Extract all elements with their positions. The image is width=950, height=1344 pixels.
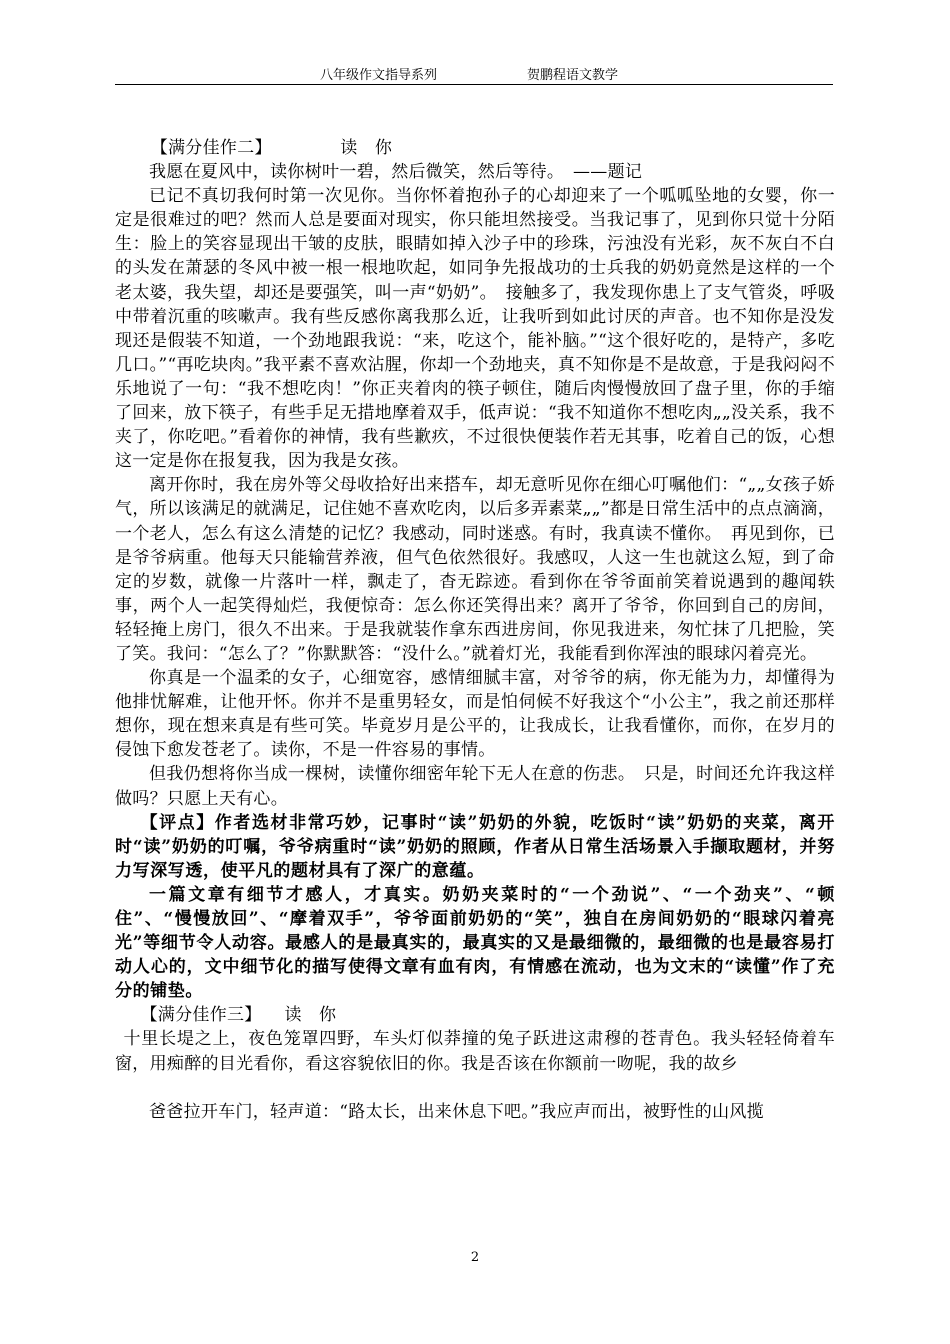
page-header [115,62,833,85]
essay3-title: 读 你 [284,1005,337,1026]
header-teacher: 贺鹏程语文教学 [527,68,619,83]
review-paragraph-2: 一篇文章有细节才感人，才真实。奶奶夹菜时的“一个劲说”、“一个劲夹”、“顿住”、“慢慢放回”、“摩着双手”，爷爷面前奶奶的“笑”，独自在房间奶奶的“眼球闪着亮光”等细节令人动容。最感人的是最真实的，最真实的又是最细微的，最细微的也是最容易打动人心的，文中细节化的描写使得文章有血有肉，有情感在流动，也为文末的“读懂”作了充分的铺垫。 [115,884,835,1002]
essay2-title: 读 你 [340,138,393,158]
essay2-epigraph: 我愿在夏风中，读你树叶一碧，然后微笑，然后等待。 ——题记 [149,162,643,183]
essay3-paragraph-1: 十里长堤之上，夜色笼罩四野，车头灯似莽撞的兔子跃进这肃穆的苍青色。我头轻轻倚着车窗，用痴醉的目光看你，看这容貌依旧的你。我是否该在你额前一吻呢，我的故乡 [115,1029,835,1074]
essay2-paragraph-1: 已记不真切我何时第一次见你。当你怀着抱孙子的心却迎来了一个呱呱坠地的女婴，你一定是很难过的吧？然而人总是要面对现实，你只能坦然接受。当我记事了，见到你只觉十分陌生：脸上的笑容显现出干皱的皮肤，眼睛如掉入沙子中的珍珠，污浊没有光彩，灰不灰白不白的头发在萧瑟的冬风中被一根一根地吹起，如同争先报战功的士兵我的奶奶竟然是这样的一个老太婆，我失望，却还是要强笑，叫一声“奶奶”。 接触多了，我发现你患上了支气管炎，呼吸中带着沉重的咳嗽声。我有些反感你离我那么近，让我听到如此讨厌的声音。也不知你是没发现还是假装不知道，一个劲地跟我说：“来，吃这个，能补脑。”“这个很好吃的，是特产，多吃几口。”“再吃块肉。”我平素不喜欢沾腥，你却一个劲地夹，真不知你是不是故意，于是我闷闷不乐地说了一句：“我不想吃肉！”你正夹着肉的筷子顿住，随后肉慢慢放回了盘子里，你的手缩了回来，放下筷子，有些手足无措地摩着双手，低声说：“我不知道你不想吃肉„„没关系，我不夹了，你吃吧。”看着你的神情，我有些歉疚，不过很快便装作若无其事，吃着自己的饭，心想这一定是你在报复我，因为我是女孩。 [115,186,835,472]
document-body [115,136,835,1124]
essay3-heading [115,1003,835,1027]
review-paragraph-1: 【评点】作者选材非常巧妙，记事时“读”奶奶的外貌，吃饭时“读”奶奶的夹菜，离开时“读”奶奶的叮嘱，爷爷病重时“读”奶奶的照顾，作者从日常生活场景入手撷取题材，并努力写深写透，使平凡的题材具有了深广的意蕴。 [115,812,835,881]
essay2-paragraph-4: 但我仍想将你当成一棵树，读懂你细密年轮下无人在意的伤悲。 只是，时间还允许我这样做吗？只愿上天有心。 [115,764,835,809]
essay2-label: 【满分佳作二】 [150,138,272,158]
header-series: 八年级作文指导系列 [320,68,438,83]
essay2-paragraph-3: 你真是一个温柔的女子，心细宽容，感情细腻丰富，对爷爷的病，你无能为力，却懂得为他排忧解难，让他开怀。你并不是重男轻女，而是怕伺候不好我这个“小公主”，我之前还那样想你，现在想来真是有些可笑。毕竟岁月是公平的，让我成长，让我看懂你，而你，在岁月的侵蚀下愈发苍老了。读你，不是一件容易的事情。 [115,668,835,761]
essay3-paragraph-2: 爸爸拉开车门，轻声道：“路太长，出来休息下吧。”我应声而出，被野性的山风揽 [149,1101,764,1122]
essay2-paragraph-2: 离开你时，我在房外等父母收拾好出来搭车，却无意听见你在细心叮嘱他们：“„„女孩子娇气，所以该满足的就满足，记住她不喜欢吃肉，以后多弄素菜„„”都是日常生活中的点点滴滴，一个老人，怎么有这么清楚的记忆？我感动，同时迷惑。有时，我真读不懂你。 再见到你，已是爷爷病重。他每天只能输营养液，但气色依然很好。我感叹，人这一生也就这么短，到了命定的岁数，就像一片落叶一样，飘走了，杳无踪迹。看到你在爷爷面前笑着说遇到的趣闻轶事，两个人一起笑得灿烂，我便惊奇：怎么你还笑得出来？离开了爷爷，你回到自己的房间，轻轻掩上房门，很久不出来。于是我就装作拿东西进房间，你见我进来，匆忙抹了几把脸，笑了笑。我问：“怎么了？”你默默答：“没什么。”就着灯光，我能看到你浑浊的眼球闪着亮光。 [115,475,835,664]
page-number: 2 [470,1250,480,1265]
essay2-heading [115,136,835,160]
paragraph-gap [115,1076,835,1100]
essay3-label: 【满分佳作三】 [140,1005,262,1026]
